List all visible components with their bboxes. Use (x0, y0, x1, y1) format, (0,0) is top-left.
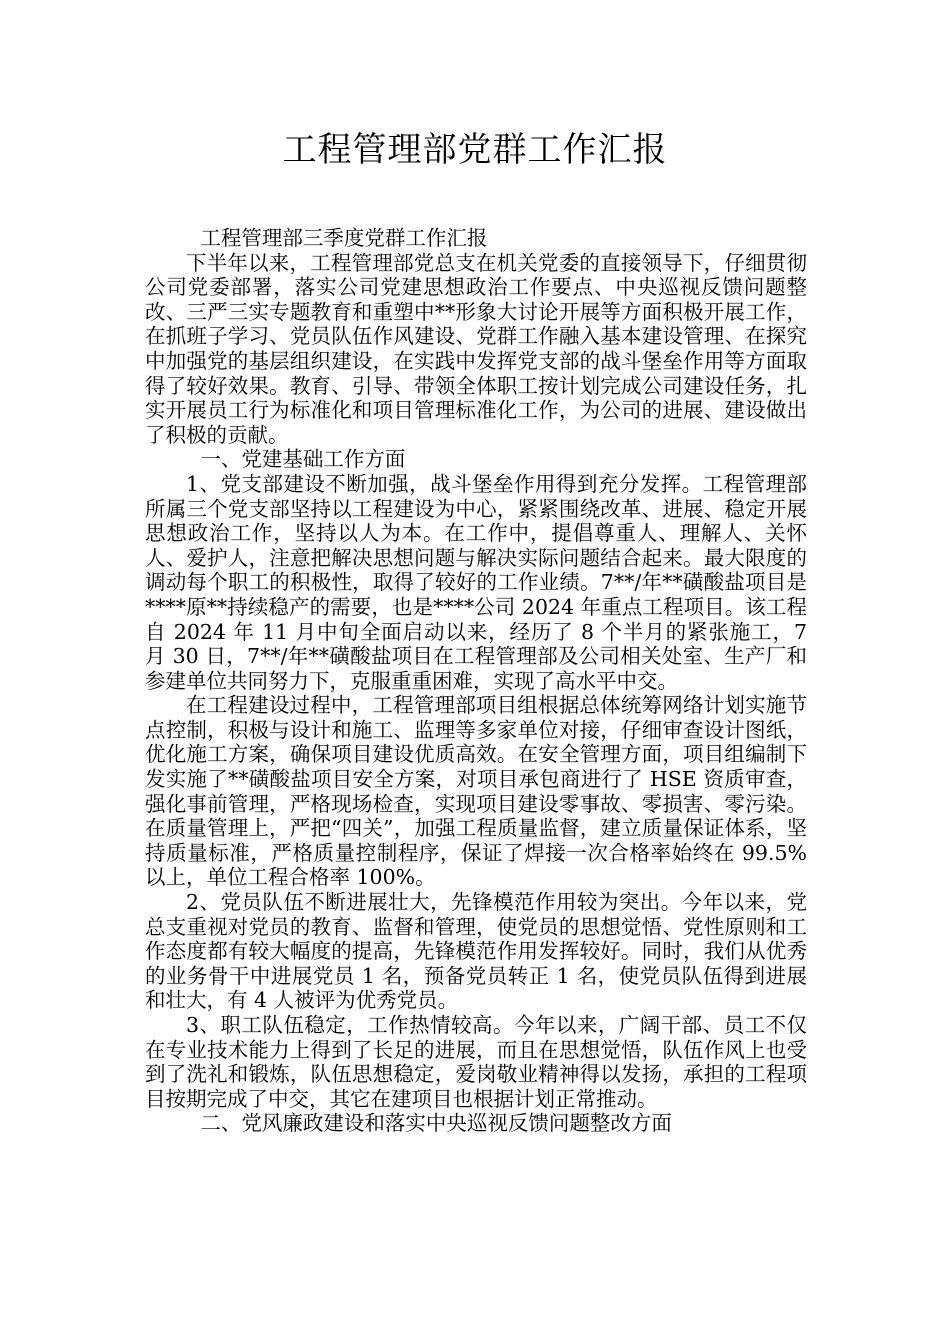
paragraph-party-branch: 1、党支部建设不断加强，战斗堡垒作用得到充分发挥。工程管理部所属三个党支部坚持以工程建设为中心，紧紧围绕改革、进展、稳定开展思想政治工作，坚持以人为本。在工作中，提倡尊重人、理解人、关怀人、爱护人，注意把解决思想问题与解决实际问题结合起来。最大限度的调动每个职工的积极性，取得了较好的工作业绩。7**/年**磺酸盐项目是****原**持续稳产的需要，也是****公司 2024 年重点工程项目。该工程自 2024 年 11 月中旬全面启动以来，经历了 8 个半月的紧张施工，7 月 30 日，7**/年**磺酸盐项目在工程管理部及公司相关处室、生产厂和参建单位共同努力下，克服重重困难，实现了高水平中交。 (145, 471, 807, 693)
section-heading-1: 一、党建基础工作方面 (200, 447, 406, 472)
document-title: 工程管理部党群工作汇报 (282, 130, 668, 170)
section-heading-2: 二、党风廉政建设和落实中央巡视反馈问题整改方面 (200, 1111, 672, 1136)
paragraph-staff: 3、职工队伍稳定，工作热情较高。今年以来，广阔干部、员工不仅在专业技术能力上得到了长足的进展，而且在思想觉悟，队伍作风上也受到了洗礼和锻炼，队伍思想稳定，爱岗敬业精神得以发扬，承担的工程项目按期完成了中交，其它在建项目也根据计划正常推动。 (145, 1013, 807, 1111)
document-body (145, 226, 807, 1136)
paragraph-intro: 下半年以来，工程管理部党总支在机关党委的直接领导下，仔细贯彻公司党委部署，落实公司党建思想政治工作要点、中央巡视反馈问题整改、三严三实专题教育和重塑中**形象大讨论开展等方面积极开展工作，在抓班子学习、党员队伍作风建设、党群工作融入基本建设管理、在探究中加强党的基层组织建设，在实践中发挥党支部的战斗堡垒作用等方面取得了较好效果。教育、引导、带领全体职工按计划完成公司建设任务，扎实开展员工行为标准化和项目管理标准化工作，为公司的进展、建设做出了积极的贡献。 (145, 250, 807, 447)
paragraph-party-members: 2、党员队伍不断进展壮大，先锋模范作用较为突出。今年以来，党总支重视对党员的教育、监督和管理，使党员的思想觉悟、党性原则和工作态度都有较大幅度的提高，先锋模范作用发挥较好。同时，我们从优秀的业务骨干中进展党员 1 名，预备党员转正 1 名，使党员队伍得到进展和壮大，有 4 人被评为优秀党员。 (145, 890, 807, 1013)
document-subtitle: 工程管理部三季度党群工作汇报 (200, 226, 488, 250)
paragraph-construction: 在工程建设过程中，工程管理部项目组根据总体统筹网络计划实施节点控制，积极与设计和施工、监理等多家单位对接，仔细审查设计图纸，优化施工方案，确保项目建设优质高效。在安全管理方面，项目组编制下发实施了**磺酸盐项目安全方案，对项目承包商进行了 HSE 资质审查，强化事前管理，严格现场检查，实现项目建设零事故、零损害、零污染。在质量管理上，严把“四关”，加强工程质量监督，建立质量保证体系，坚持质量标准，严格质量控制程序，保证了焊接一次合格率始终在 99.5%以上，单位工程合格率 100%。 (145, 693, 807, 890)
